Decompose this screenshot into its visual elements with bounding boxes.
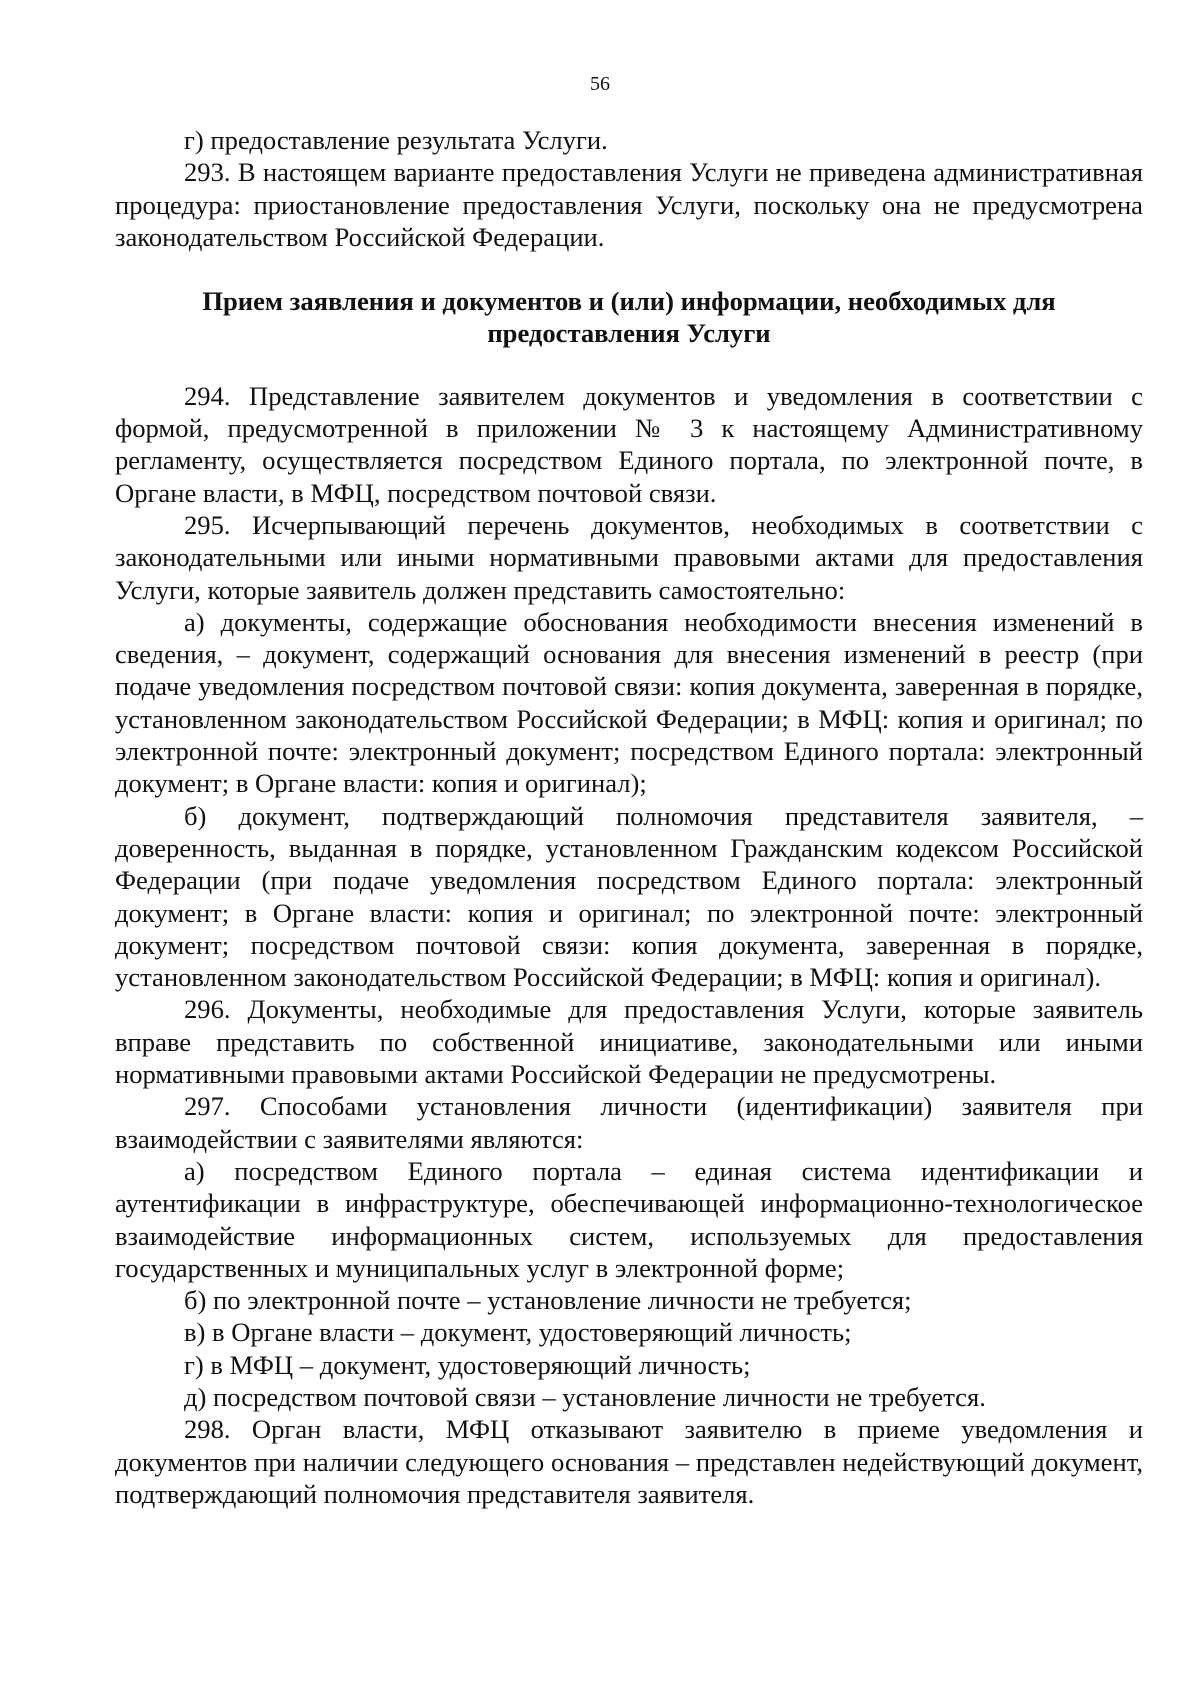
page-number: 56 — [590, 73, 610, 95]
paragraph-294: 294. Представление заявителем документов и уведомления в соответствии с формой, предусмотренной в приложении № 3 к настоящему Административному регламенту, осуществляется посредством Единого портала, по электронной почте, в Органе власти, в МФЦ, посредством почтовой связи. — [115, 380, 1143, 508]
paragraph-297-b: б) по электронной почте – установление личности не требуется; — [184, 1285, 912, 1316]
paragraph-295-b: б) документ, подтверждающий полномочия представителя заявителя, – доверенность, выданная в порядке, установленном Гражданским кодексом Российской Федерации (при подаче уведомления посредством Единого портала: электронный документ; в Органе власти: копия и оригинал; по электронной почте: электронный документ; посредством почтовой связи: копия документа, заверенная в порядке, установленном законодательством Российской Федерации; в МФЦ: копия и оригинал). — [115, 800, 1143, 993]
paragraph-293: 293. В настоящем варианте предоставления Услуги не приведена административная процедура: приостановление предоставления Услуги, поскольку она не предусмотрена законодательством Российской Федерации. — [115, 157, 1143, 252]
paragraph-297-g: г) в МФЦ – документ, удостоверяющий личность; — [184, 1349, 751, 1380]
paragraph-296: 296. Документы, необходимые для предоставления Услуги, которые заявитель вправе представить по собственной инициативе, законодательными или иными нормативными правовыми актами Российской Федерации не предусмотрены. — [115, 994, 1143, 1090]
paragraph-298: 298. Орган власти, МФЦ отказывают заявителю в приеме уведомления и документов при наличии следующего основания – представлен недействующий документ, подтверждающий полномочия представителя заявителя. — [115, 1414, 1143, 1509]
paragraph-295: 295. Исчерпывающий перечень документов, необходимых в соответствии с законодательными или иными нормативными правовыми актами для предоставления Услуги, которые заявитель должен представить самостоятельно: — [115, 509, 1143, 605]
paragraph-297-d: д) посредством почтовой связи – установление личности не требуется. — [184, 1381, 986, 1412]
paragraph-295-a: а) документы, содержащие обоснования необходимости внесения изменений в сведения, – документ, содержащий основания для внесения изменений в реестр (при подаче уведомления посредством почтовой связи: копия документа, заверенная в порядке, установленном законодательством Российской Федерации; в МФЦ: копия и оригинал; по электронной почте: электронный документ; посредством Единого портала: электронный документ; в Органе власти: копия и оригинал); — [115, 606, 1143, 799]
document-body — [115, 124, 1143, 1510]
paragraph-297: 297. Способами установления личности (идентификации) заявителя при взаимодействии с заявителями являются: — [115, 1091, 1143, 1154]
paragraph-result-delivery: г) предоставление результата Услуги. — [184, 125, 608, 155]
paragraph-297-v: в) в Органе власти – документ, удостоверяющий личность; — [184, 1317, 852, 1348]
section-heading: Прием заявления и документов и (или) информации, необходимых для предоставления Услуги — [202, 286, 1056, 349]
paragraph-297-a: а) посредством Единого портала – единая система идентификации и аутентификации в инфраструктуре, обеспечивающей информационно-технологическое взаимодействие информационных систем, используемых для предоставления государственных и муниципальных услуг в электронной форме; — [115, 1155, 1143, 1283]
